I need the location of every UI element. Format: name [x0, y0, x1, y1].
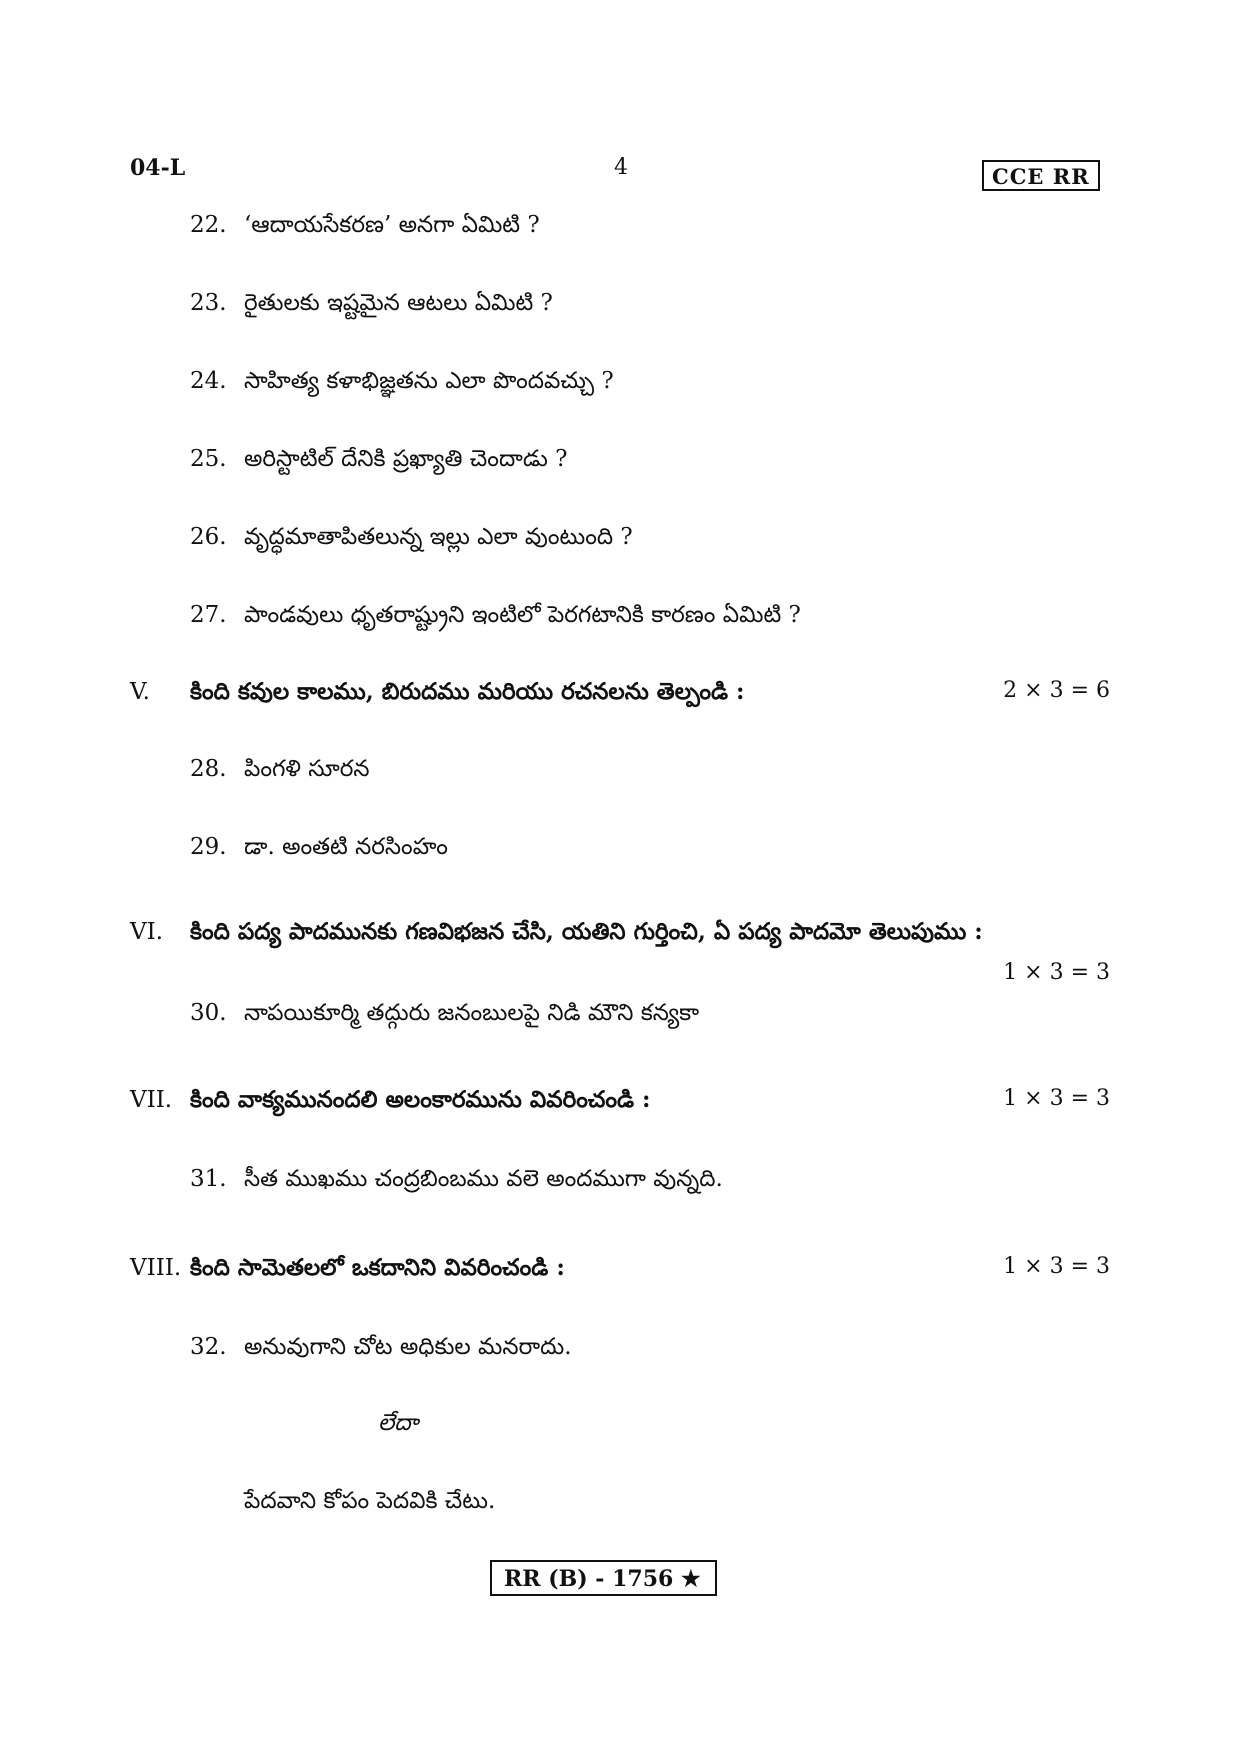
question-28 [190, 756, 370, 788]
section-roman: VI. [130, 919, 164, 945]
question-number: 26. [190, 524, 227, 550]
question-number: 28. [190, 756, 227, 782]
question-number: 29. [190, 834, 227, 860]
cce-badge: CCE RR [982, 160, 1100, 191]
page-number: 4 [614, 155, 628, 180]
section-v-heading [130, 678, 745, 711]
question-number: 27. [190, 602, 227, 628]
alternative-proverb: పేదవాని కోపం పెదవికి చేటు. [244, 1488, 496, 1514]
question-31 [190, 1166, 723, 1198]
question-text: వృద్ధమాతాపితలున్న ఇల్లు ఎలా వుంటుంది ? [244, 524, 633, 550]
footer-code: RR (B) - 1756 ★ [490, 1560, 717, 1596]
section-vii-heading [130, 1086, 651, 1119]
section-roman: VII. [130, 1087, 173, 1113]
paper-code: 04-L [130, 155, 186, 181]
question-22 [190, 212, 540, 244]
question-23 [190, 290, 553, 322]
question-number: 30. [190, 1000, 227, 1026]
section-text: కింది కవుల కాలము, బిరుదము మరియు రచనలను తెల్పండి : [190, 678, 745, 705]
question-number: 23. [190, 290, 227, 316]
question-text: నాపయికూర్మి తద్గురు జనంబులపై నిడి మౌని కన్యకా [244, 1000, 700, 1026]
section-text: కింది పద్య పాదమునకు గణవిభజన చేసి, యతిని గుర్తించి, ఏ పద్య పాదమో తెలుపుము : [190, 918, 983, 945]
section-vii-marks: 1 × 3 = 3 [1003, 1086, 1110, 1111]
question-27 [190, 602, 801, 634]
question-text: అనువుగాని చోట అధికుల మనరాదు. [244, 1334, 572, 1360]
section-vi-marks: 1 × 3 = 3 [1003, 960, 1110, 985]
question-25 [190, 446, 567, 478]
section-viii-heading [130, 1254, 565, 1287]
section-vi-heading [130, 918, 983, 951]
question-32 [190, 1334, 572, 1366]
question-29 [190, 834, 448, 866]
question-number: 22. [190, 212, 227, 238]
section-v-marks: 2 × 3 = 6 [1003, 678, 1110, 703]
or-label: లేదా [378, 1410, 419, 1436]
question-number: 24. [190, 368, 227, 394]
question-text: డా. అంతటి నరసింహం [244, 834, 448, 860]
section-roman: V. [130, 679, 150, 705]
question-number: 32. [190, 1334, 227, 1360]
question-text: సీత ముఖము చంద్రబింబము వలె అందముగా వున్నది. [244, 1166, 723, 1192]
section-roman: VIII. [130, 1255, 182, 1281]
question-number: 25. [190, 446, 227, 472]
question-text: రైతులకు ఇష్టమైన ఆటలు ఏమిటి ? [244, 290, 553, 316]
question-text: పాండవులు ధృతరాష్ట్రుని ఇంటిలో పెరగటానికి కారణం ఏమిటి ? [244, 602, 801, 628]
section-text: కింది వాక్యమునందలి అలంకారమును వివరించండి : [190, 1086, 651, 1113]
question-26 [190, 524, 633, 556]
question-24 [190, 368, 614, 400]
question-text: అరిస్టాటిల్ దేనికి ప్రఖ్యాతి చెందాడు ? [244, 446, 568, 472]
question-text: పింగళి సూరన [244, 756, 370, 782]
section-viii-marks: 1 × 3 = 3 [1003, 1254, 1110, 1279]
question-text: సాహిత్య కళాభిజ్ఞతను ఎలా పొందవచ్చు ? [244, 368, 614, 394]
question-text: ‘ఆదాయసేకరణ’ అనగా ఏమిటి ? [244, 212, 540, 238]
section-text: కింది సామెతలలో ఒకదానిని వివరించండి : [190, 1254, 565, 1281]
question-30 [190, 1000, 699, 1032]
question-number: 31. [190, 1166, 227, 1192]
